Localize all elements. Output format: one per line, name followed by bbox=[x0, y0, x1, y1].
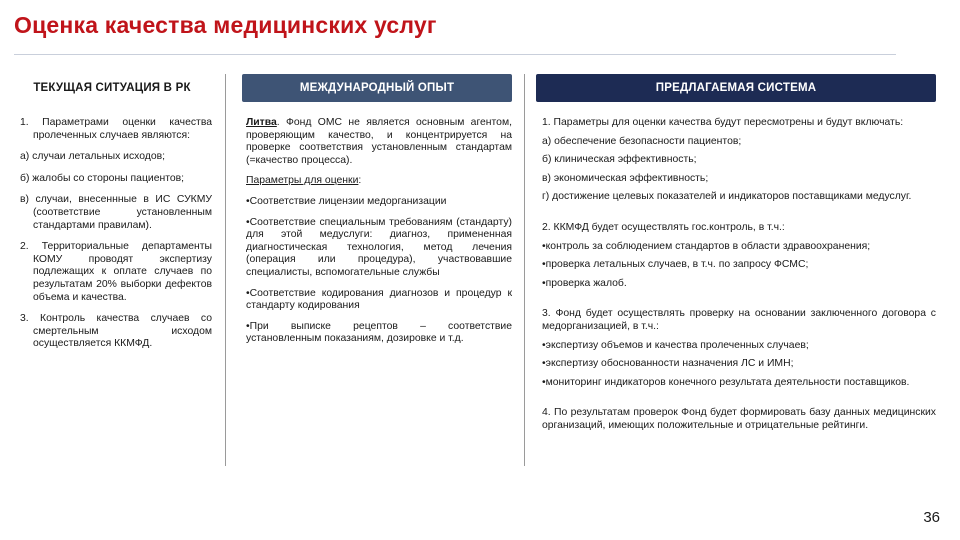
params-heading bbox=[246, 175, 512, 188]
current-item: б) жалобы со стороны пациентов; bbox=[20, 172, 185, 184]
proposed-line: 4. По результатам проверок Фонд будет формировать базу данных медицинских организаций, имеющих положительные и отрицательные рейтинги. bbox=[542, 407, 936, 431]
column-header-proposed: ПРЕДЛАГАЕМАЯ СИСТЕМА bbox=[536, 74, 936, 102]
proposed-line: •экспертизу обоснованности назначения ЛС и ИМН; bbox=[542, 358, 794, 370]
param-bullet: •Соответствие кодирования диагнозов и процедур к стандарту кодирования bbox=[246, 287, 512, 312]
country-label: Литва bbox=[246, 117, 277, 128]
page-number: 36 bbox=[923, 509, 940, 526]
column-header-international: МЕЖДУНАРОДНЫЙ ОПЫТ bbox=[242, 74, 512, 102]
proposed-line: 3. Фонд будет осуществлять проверку на основании заключенного договора с медорганизацией, в т.ч.: bbox=[542, 308, 936, 332]
title-divider bbox=[14, 54, 896, 55]
param-bullet: •При выписке рецептов – соответствие установленным показаниям, дозировке и т.д. bbox=[246, 320, 512, 345]
column-international bbox=[242, 74, 512, 346]
proposed-section-3 bbox=[542, 308, 936, 389]
proposed-section-2 bbox=[542, 222, 936, 290]
proposed-line: •проверка летальных случаев, в т.ч. по запросу ФСМС; bbox=[542, 259, 809, 271]
current-item: 3. Контроль качества случаев со смертельным исходом осуществляется ККМФД. bbox=[20, 313, 212, 350]
current-item: 1. Параметрами оценки качества пролеченных случаев являются: bbox=[20, 117, 212, 141]
column-proposed-system bbox=[536, 74, 936, 451]
param-bullet: •Соответствие специальным требованиям (стандарту) для этой медуслуги: диагноз, примененная диагностическая технология, метод лечения (операция или процедура), участвовавшие специалисты, вспомогательные службы bbox=[246, 216, 512, 278]
param-bullet: •Соответствие лицензии медорганизации bbox=[246, 195, 447, 207]
proposed-line: •проверка жалоб. bbox=[542, 277, 627, 289]
proposed-line: •контроль за соблюдением стандартов в области здравоохранения; bbox=[542, 240, 871, 252]
proposed-line: 2. ККМФД будет осуществлять гос.контроль, в т.ч.: bbox=[542, 221, 785, 233]
proposed-line: •мониторинг индикаторов конечного результата деятельности поставщиков. bbox=[542, 376, 910, 388]
proposed-line: в) экономическая эффективность; bbox=[542, 172, 709, 184]
column-divider-2 bbox=[524, 74, 525, 466]
proposed-line: •экспертизу объемов и качества пролеченных случаев; bbox=[542, 339, 809, 351]
lithuania-intro bbox=[246, 117, 512, 167]
column-header-current: ТЕКУЩАЯ СИТУАЦИЯ В РК bbox=[12, 74, 212, 102]
proposed-line: 1. Параметры для оценки качества будут пересмотрены и будут включать: bbox=[542, 117, 904, 128]
column-divider-1 bbox=[225, 74, 226, 466]
proposed-line: б) клиническая эффективность; bbox=[542, 154, 697, 166]
proposed-section-4 bbox=[542, 407, 936, 432]
params-colon: : bbox=[358, 175, 362, 187]
current-item: в) случаи, внесеннные в ИС СУКМУ (соответствие установленным стандартами правилам). bbox=[20, 194, 212, 231]
proposed-section-1 bbox=[542, 117, 936, 204]
intro-text: . Фонд ОМС не является основным агентом, проверяющим качество, и концентрируется на проверке соответствия установленным стандартам (=качество процесса). bbox=[246, 117, 512, 166]
page-title: Оценка качества медицинских услуг bbox=[14, 12, 437, 38]
proposed-line: г) достижение целевых показателей и индикаторов поставщиками медуслуг. bbox=[542, 191, 912, 203]
params-label: Параметры для оценки bbox=[246, 175, 359, 187]
current-item: 2. Территориальные департаменты КОМУ проводят экспертизу подлежащих к оплате случаев по результатам 20% выборки дефектов объема и качества. bbox=[20, 241, 212, 303]
column-current-situation bbox=[12, 74, 212, 351]
proposed-line: а) обеспечение безопасности пациентов; bbox=[542, 135, 742, 147]
current-item: а) случаи летальных исходов; bbox=[20, 151, 166, 163]
